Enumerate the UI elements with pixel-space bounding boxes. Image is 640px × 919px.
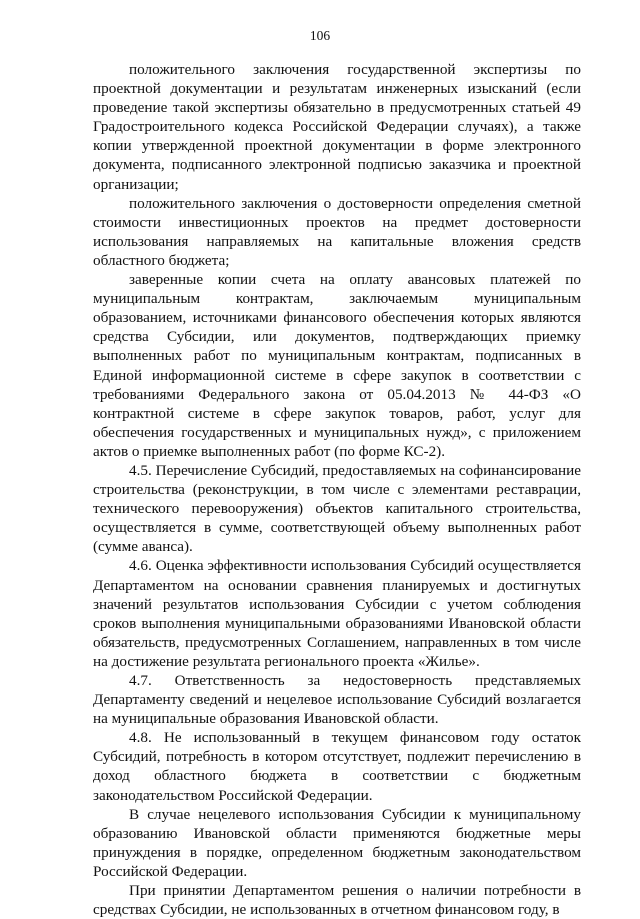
page-number: 106 [309,28,331,43]
paragraph-expertise-conclusion: положительного заключения государственной экспертизы по проектной документации и результатам инженерных изысканий (если проведение такой экспертизы обязательно в предусмотренных статьей 49 Градостроительного кодекса Российской Федерации случаях), а также копии утвержденной проектной документации в форме электронного документа, подписанного электронной подписью заказчика и проектной организации; [93,61,581,193]
paragraph-misuse-measures: В случае нецелевого использования Субсидии к муниципальному образованию Ивановской области применяются бюджетные меры принуждения в порядке, определенном бюджетным законодательством Российской Федерации. [93,805,581,880]
paragraph-invoice-copies: заверенные копии счета на оплату авансовых платежей по муниципальным контрактам, заключаемым муниципальным образованием, источниками финансового обеспечения которых являются средства Субсидии, или документов, подтверждающих приемку выполненных работ по муниципальным контрактам, подписанных в Единой информационной системе в сфере закупок в соответствии с требованиями Федерального закона от 05.04.2013 № 44-ФЗ «О контрактной системе в сфере закупок товаров, работ, услуг для обеспечения государственных и муниципальных нужд», с приложением актов о приемке выполненных работ (по форме КС-2). [93,271,581,460]
document-body [93,60,581,919]
paragraph-4-6: 4.6. Оценка эффективности использования Субсидий осуществляется Департаментом на основании сравнения планируемых и достигнутых значений результатов использования Субсидии с учетом соблюдения сроков выполнения муниципальными образованиями Ивановской области обязательств, предусмотренных Соглашением, направленных в том числе на достижение результата регионального проекта «Жилье». [93,557,581,670]
paragraph-unused-funds-decision: При принятии Департаментом решения о наличии потребности в средствах Субсидии, не использованных в отчетном финансовом году, в [93,882,581,919]
paragraph-4-7: 4.7. Ответственность за недостоверность представляемых Департаменту сведений и нецелевое использование Субсидий возлагается на муниципальные образования Ивановской области. [93,672,581,728]
paragraph-4-5: 4.5. Перечисление Субсидий, предоставляемых на софинансирование строительства (реконструкции, в том числе с элементами реставрации, технического перевооружения) объектов капитального строительства, осуществляется в сумме, соответствующей объему выполненных работ (сумме аванса). [93,461,581,556]
paragraph-4-8: 4.8. Не использованный в текущем финансовом году остаток Субсидий, потребность в котором отсутствует, подлежит перечислению в доход областного бюджета в соответствии с бюджетным законодательством Российской Федерации. [93,729,581,804]
paragraph-estimate-conclusion: положительного заключения о достоверности определения сметной стоимости инвестиционных проектов на предмет достоверности использования направляемых на капитальные вложения средств областного бюджета; [93,194,581,269]
